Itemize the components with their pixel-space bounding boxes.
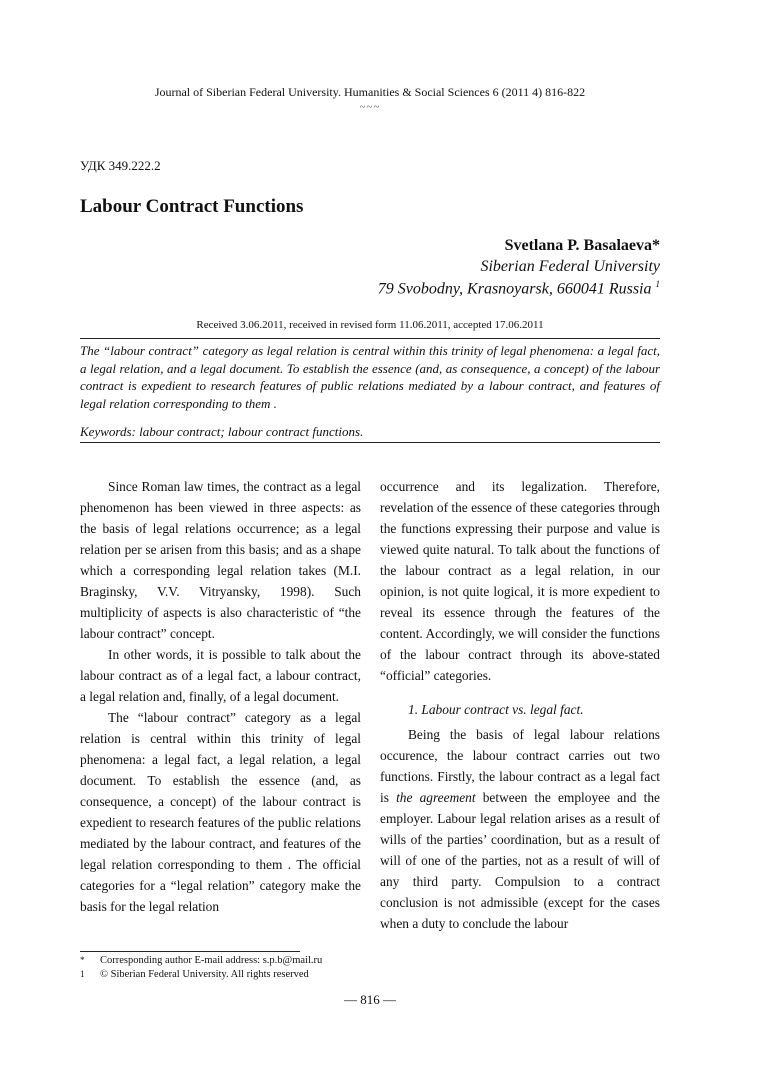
footnote xyxy=(80,954,322,968)
footnote-mark: * xyxy=(80,955,85,965)
paragraph-text: between the employee and the employer. Labour legal relation arises as a result of wills of the parties’ coordination, but as a result of will of one of the parties, not as a result of will of any third party. Compulsion to a contract conclusion is not admissible (except for the cases when a duty to conclude the labour xyxy=(380,790,660,931)
keywords: Keywords: labour contract; labour contract functions. xyxy=(80,424,364,439)
journal-header: Journal of Siberian Federal University. Humanities & Social Sciences 6 (2011 4) 816-822 xyxy=(154,85,586,99)
footnote-text: Corresponding author E-mail address: s.p.b@mail.ru xyxy=(100,955,323,966)
emphasized-term: the agreement xyxy=(396,790,476,805)
footnote-text: © Siberian Federal University. All rights reserved xyxy=(100,968,309,980)
article-title: Labour Contract Functions xyxy=(80,196,304,217)
page-number: — 816 — xyxy=(344,992,396,1007)
body-paragraph: occurrence and its legalization. Therefore, revelation of the essence of these categories through the functions expressing their purpose and value is viewed quite natural. To talk about the functions of the labour contract as a legal relation, in our opinion, is not quite logical, it is more expedient to reveal its essence through the features of the content. Accordingly, we will consider the functions of the labour contract through its above-stated “official” categories. xyxy=(380,479,660,683)
footnote-mark: 1 xyxy=(80,968,85,979)
body-paragraph: In other words, it is possible to talk about the labour contract as of a legal fact, a labour contract, a legal relation and, finally, of a legal document. xyxy=(80,647,361,704)
body-column-left xyxy=(80,476,361,917)
paragraph-text: Being the basis of legal labour relations occurence, the labour contract carries out two functions. Firstly, the labour contract as a legal fact is xyxy=(380,727,660,805)
received-dates: Received 3.06.2011, received in revised form 11.06.2011, accepted 17.06.2011 xyxy=(196,319,544,331)
footnote-rule xyxy=(80,951,300,952)
body-paragraph xyxy=(380,724,660,934)
abstract-top-rule xyxy=(80,338,660,339)
abstract-bottom-rule xyxy=(80,442,660,443)
section-heading: 1. Labour contract vs. legal fact. xyxy=(408,702,584,717)
udk-code: УДК 349.222.2 xyxy=(80,158,161,173)
author-name: Svetlana P. Basalaeva* xyxy=(504,237,660,254)
author-address xyxy=(378,279,660,298)
abstract: The “labour contract” category as legal relation is central within this trinity of legal phenomena: a legal fact, a legal relation, and a legal document. To establish the essence (and, as consequence, a concept) of the labour contract is expedient to research features of public relations mediated by a labour contract, and features of legal relation corresponding to them . xyxy=(80,343,660,411)
address-footnote-mark: 1 xyxy=(655,279,660,289)
footnotes xyxy=(80,954,322,981)
body-paragraph: The “labour contract” category as a legal relation is central within this trinity of legal phenomena: a legal fact, a legal relation, a legal document. To establish the essence (and, as consequence, a concept) of the labour contract is expedient to research features of the public relations mediated by the labour contract, and features of the legal relation corresponding to them . The official categories for a “legal relation” category make the basis for the legal relation xyxy=(80,710,361,914)
footnote xyxy=(80,968,322,982)
body-column-right xyxy=(380,476,660,934)
body-paragraph: Since Roman law times, the contract as a legal phenomenon has been viewed in three aspects: as the basis of legal relations occurrence; as a legal relation per se arisen from this basis; and as a shape which a corresponding legal relation takes (M.I. Braginsky, V.V. Vitryansky, 1998). Such multiplicity of aspects is also characteristic of “the labour contract” concept. xyxy=(80,479,361,641)
author-affiliation: Siberian Federal University xyxy=(480,258,660,275)
address-text: 79 Svobodny, Krasnoyarsk, 660041 Russia xyxy=(377,280,652,298)
header-ornament: ~~~ xyxy=(359,101,381,113)
